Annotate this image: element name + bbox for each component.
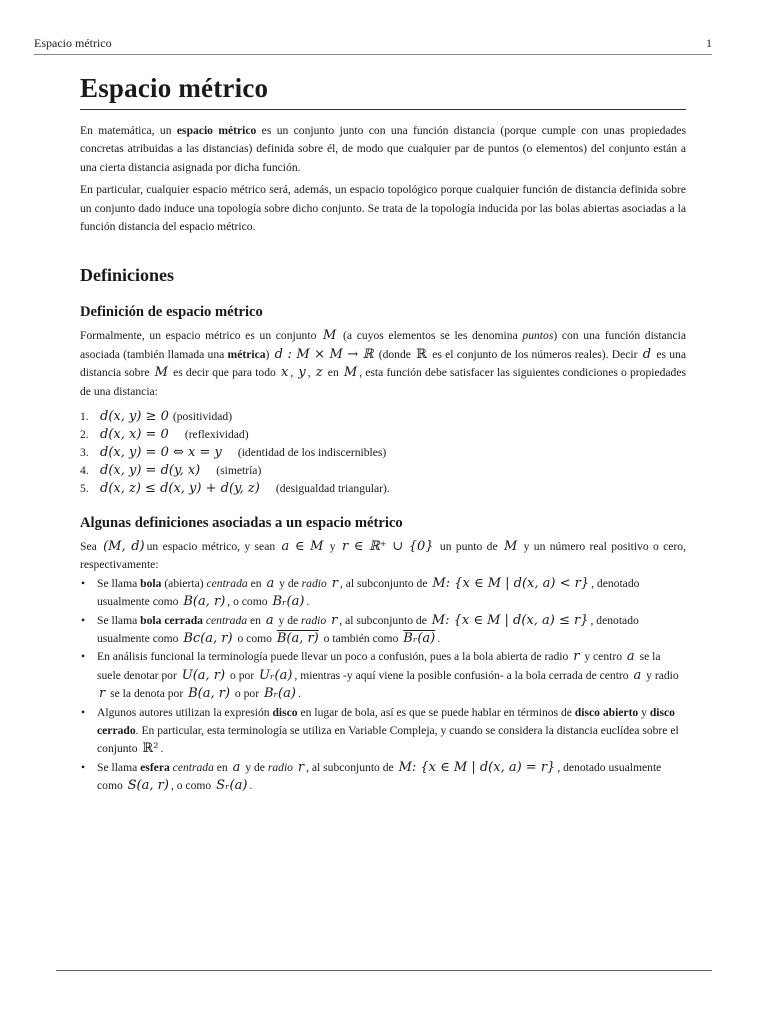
math-formula: d(x, z) ≤ d(x, y) + d(y, z) — [100, 481, 260, 497]
item-number: 3. — [80, 446, 89, 460]
text: , o como — [170, 779, 215, 793]
text: o por — [232, 687, 262, 701]
term-disco-abierto: disco abierto — [574, 705, 639, 719]
text: , denotado usualmente como — [97, 576, 640, 609]
list-item-analisis-funcional — [80, 648, 686, 703]
math-formula: d(x, y) = d(y, x) — [100, 463, 201, 479]
text: Algunos autores utilizan la expresión — [97, 705, 273, 719]
property-label: (desigualdad triangular). — [275, 482, 390, 496]
subsection-heading-asociadas: Algunas definiciones asociadas a un espacio métrico — [80, 515, 403, 531]
math-S: S(a, r) — [127, 778, 169, 794]
text: En análisis funcional la terminología puede llevar un poco a confusión, pues a la bola abierta de radio — [97, 650, 572, 664]
math-a: a — [633, 667, 642, 683]
math-d: d — [642, 346, 652, 362]
text: o también como — [320, 632, 402, 646]
section-heading-definiciones: Definiciones — [80, 265, 174, 286]
text: y centro — [581, 650, 625, 664]
term-puntos: puntos — [522, 329, 554, 343]
text: ) con una función distancia asociada (también llamada una — [80, 329, 686, 361]
math-r: r — [573, 649, 580, 665]
text: en — [213, 760, 231, 774]
text: es decir que para todo — [169, 366, 279, 380]
math-Bc: Bc(a, r) — [183, 631, 233, 647]
list-item-esfera — [80, 759, 686, 796]
term-disco: disco — [272, 705, 298, 719]
text: es una distancia sobre — [80, 347, 686, 380]
term-disco-cerrado: disco cerrado — [97, 705, 675, 738]
math-a: a — [266, 575, 275, 591]
text: y un número real positivo o cero, respectivamente: — [80, 540, 687, 572]
term-centrada: centrada — [172, 760, 214, 774]
intro-paragraph-2: En particular, cualquier espacio métrico será, además, un espacio topológico porque cualquier función de distancia definida sobre un conjunto dado induce una topología sobre dicho conjunto. Se trata de la topología inducida por las bolas abiertas asociadas a la función distancia del espacio métrico. — [80, 183, 686, 234]
math-r: r — [331, 612, 338, 628]
term-esfera: esfera — [140, 760, 170, 774]
text: , esta función debe satisfacer las siguientes condiciones o propiedades de una distancia: — [80, 366, 686, 398]
math-d-function: d : M × M → ℝ — [274, 346, 374, 362]
text: y de — [275, 613, 302, 627]
distance-properties-list — [80, 407, 686, 498]
text: Se llama — [97, 613, 141, 627]
math-set: M: {x ∈ M | d(x, a) < r} — [432, 575, 590, 591]
term-bola-cerrada: bola cerrada — [140, 613, 203, 627]
term-centrada: centrada — [206, 576, 248, 590]
list-item — [80, 425, 686, 443]
math-B: B(a, r) — [183, 594, 226, 610]
math-M: M — [154, 365, 168, 381]
text: un punto de — [435, 540, 502, 553]
text: . En particular, esta terminología se utiliza en Variable Compleja, y cuando se considera la distancia euclídea sobre el conjunto — [97, 724, 679, 756]
text: y de — [276, 576, 302, 590]
text: es un conjunto junto con una función distancia (porque cumple con unas propiedades concretas atribuidas a las distancias) definida sobre él, de modo que cualquier par de puntos (o elementos) del conjunto están a una cierta distancia asignada por dicha función. — [80, 124, 686, 174]
math-M: M — [323, 328, 337, 344]
text: , denotado usualmente como — [97, 613, 639, 646]
text: en — [247, 576, 265, 590]
math-formula: d(x, y) = 0 ⇔ x = y — [100, 445, 222, 461]
term-radio: radio — [301, 613, 327, 627]
term-espacio-metrico: espacio métrico — [176, 124, 257, 137]
header-rule — [34, 54, 712, 55]
math-set: M: {x ∈ M | d(x, a) ≤ r} — [431, 612, 589, 628]
text: ) — [265, 347, 273, 361]
list-item — [80, 443, 686, 461]
math-a: a — [232, 759, 241, 775]
intro-paragraph-1 — [80, 122, 686, 177]
item-number: 1. — [80, 409, 89, 423]
math-M: M — [503, 539, 518, 554]
text: , mientras -y aquí viene la posible confusión- a la bola cerrada de centro — [294, 668, 632, 682]
subsection-heading-definicion: Definición de espacio métrico — [80, 304, 263, 321]
list-item — [80, 480, 686, 498]
text: en lugar de bola, así es que se puede hablar en términos de — [297, 705, 575, 719]
text: (donde — [375, 347, 415, 361]
text: (abierta) — [161, 576, 207, 590]
text: y — [638, 705, 650, 719]
list-item — [80, 462, 686, 480]
text: se la suele denotar por — [97, 650, 661, 682]
text: Formalmente, un espacio métrico es un conjunto — [80, 329, 322, 343]
item-number: 4. — [80, 464, 89, 478]
property-label: (positividad) — [172, 409, 233, 423]
math-set: M: {x ∈ M | d(x, a) = r} — [398, 759, 556, 775]
math-Br: Bᵣ(a) — [263, 686, 296, 702]
item-number: 5. — [80, 482, 89, 496]
text: en — [324, 366, 342, 380]
math-formula: d(x, x) = 0 — [100, 426, 169, 442]
math-r: r — [297, 759, 305, 775]
text: en — [247, 613, 264, 627]
sea-paragraph — [80, 538, 686, 575]
math-a-in-M: a ∈ M — [281, 539, 324, 554]
text: , al subconjunto de — [339, 576, 431, 590]
text: (a cuyos elementos se les denomina — [338, 329, 523, 343]
math-a: a — [626, 649, 635, 665]
math-r: r — [331, 575, 338, 591]
text: , denotado usualmente como — [97, 760, 662, 793]
list-item-bola — [80, 575, 686, 612]
text: Se llama — [97, 760, 141, 774]
property-label: (simetría) — [216, 464, 262, 478]
text: En matemática, un — [80, 124, 177, 137]
page-title: Espacio métrico — [80, 70, 686, 110]
text: o como — [234, 632, 275, 646]
text: y de — [242, 760, 268, 774]
list-item-bola-cerrada — [80, 612, 686, 649]
running-header — [34, 36, 712, 51]
text: , al subconjunto de — [306, 760, 397, 774]
list-item — [80, 407, 686, 425]
list-item-disco — [80, 704, 686, 759]
math-Br: Bᵣ(a) — [272, 594, 305, 610]
math-z: z — [315, 365, 323, 381]
math-Br-closure: Bᵣ(a) — [403, 631, 436, 647]
text: , al subconjunto de — [339, 613, 430, 627]
math-Ur: Uᵣ(a) — [259, 667, 293, 683]
property-label: (identidad de los indiscernibles) — [237, 446, 387, 460]
term-radio: radio — [301, 576, 327, 590]
math-formula: d(x, y) ≥ 0 — [100, 408, 169, 424]
math-y: y — [298, 365, 306, 381]
math-M: M — [343, 365, 358, 381]
page-number: 1 — [706, 36, 712, 50]
running-header-title: Espacio métrico — [34, 36, 112, 50]
text: Sea — [80, 540, 102, 553]
text: . — [297, 687, 301, 701]
math-B-closure: B(a, r) — [276, 631, 319, 647]
text: . — [160, 742, 164, 756]
math-x: x — [280, 365, 289, 381]
formal-definition-paragraph: Formalmente, un espacio métrico es un conjunto M (a cuyos elementos se les denomina puntos) con una función distancia asociada (también llamada una métrica) d : M × M → ℝ (donde ℝ es el conjunto de los números reales). Decir d es una distancia sobre M es decir que para todo x , y , z en M , esta función debe satisfacer las siguientes condiciones o propiedades de una distancia: — [80, 328, 686, 398]
text: . — [306, 595, 310, 609]
math-R2: ℝ² — [142, 741, 159, 757]
text: o por — [227, 668, 258, 682]
text: es el conjunto de los números reales). Decir — [428, 347, 641, 361]
math-a: a — [265, 612, 274, 628]
text: y radio — [643, 668, 679, 682]
term-metrica: métrica — [227, 347, 266, 361]
text: . — [249, 779, 253, 793]
definitions-bullet-list — [80, 575, 686, 796]
math-r: r — [99, 686, 106, 702]
term-radio: radio — [267, 760, 293, 774]
article-body — [80, 70, 686, 796]
math-U: U(a, r) — [181, 667, 226, 683]
item-number: 2. — [80, 427, 89, 441]
text: . — [437, 632, 441, 646]
footer-rule — [56, 970, 712, 971]
text: se la denota por — [107, 687, 187, 701]
math-Sr: Sᵣ(a) — [216, 778, 248, 794]
text: un espacio métrico, y sean — [146, 540, 280, 553]
math-r-in-R: r ∈ ℝ⁺ ∪ {0} — [341, 539, 434, 554]
math-space: (M, d) — [103, 539, 145, 554]
text: y — [325, 540, 340, 553]
term-centrada: centrada — [205, 613, 248, 627]
text: , o como — [227, 595, 271, 609]
math-B: B(a, r) — [188, 686, 231, 702]
term-bola: bola — [140, 576, 162, 590]
property-label: (reflexividad) — [184, 427, 249, 441]
math-R: ℝ — [416, 346, 427, 362]
text: Se llama — [97, 576, 141, 590]
